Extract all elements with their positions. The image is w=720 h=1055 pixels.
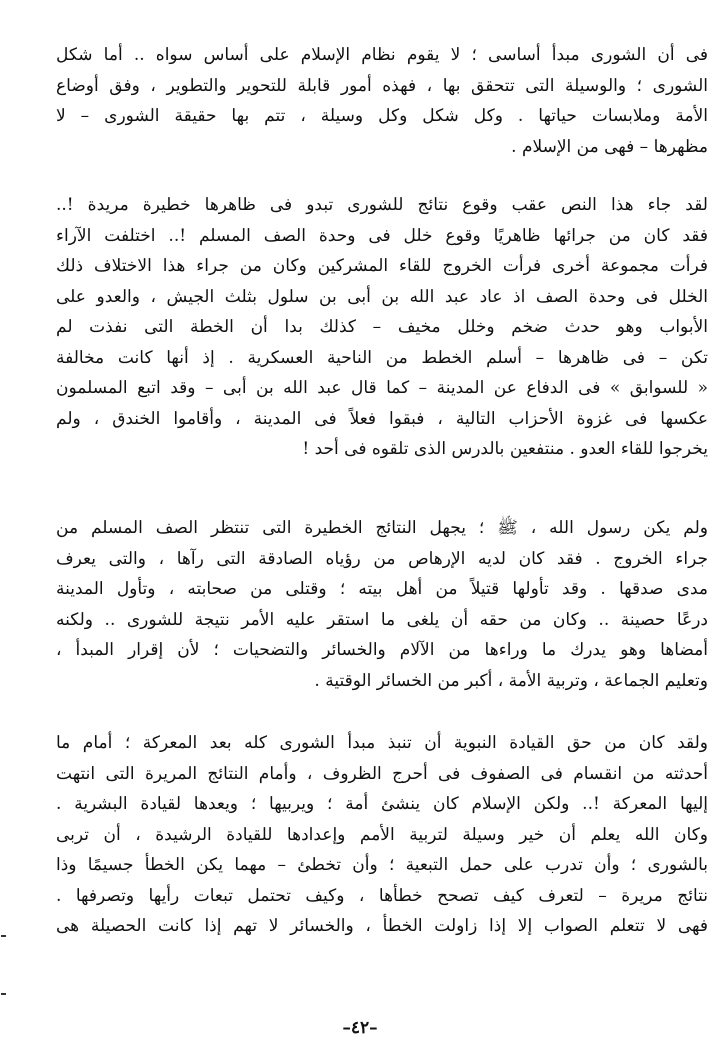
text-line: ولقد كان من حق القيادة النبوية أن تنبذ مبدأ الشورى كله بعد المعركة ؛ أمام ما [56, 733, 708, 753]
text-line: نتائج مريرة – لتعرف كيف تصحح خطأها ، وكيف تحتمل تبعات رأيها وتصرفها . [56, 885, 708, 906]
text-line: فهى لا تتعلم الصواب إلا إذا زاولت الخطأ ، والخسائر لا تهم إذا كانت الحصيلة هى [56, 916, 708, 936]
text-line: وتعليم الجماعة ، وتربية الأمة ، أكبر من الخسائر الوقتية . [314, 670, 708, 691]
text-line: بالشورى ؛ وأن تدرب على حمل التبعية ؛ وأن تخطئ – مهما يكن الخطأ جسيمًا وذا [56, 855, 708, 875]
text-line: أمضاها وهو يدرك ما وراءها من الآلام والخسائر والتضحيات ؛ لأن إقرار المبدأ ، [56, 640, 708, 660]
text-line: فقد كان من جرائها ظاهريًا وقوع خلل فى وحدة الصف المسلم !.. اختلفت الآراء [56, 225, 708, 246]
text-line: تكن – فى ظاهرها – أسلم الخطط من الناحية العسكرية . إذ أنها كانت مخالفة [56, 347, 708, 368]
paragraph-2 [56, 190, 708, 465]
margin-tick [1, 935, 6, 937]
text-line: فى أن الشورى مبدأ أساسى ؛ لا يقوم نظام الإسلام على أساس سواه .. أما شكل [56, 45, 708, 65]
text-line: جراء الخروج . فقد كان لديه الإرهاص من رؤياه الصادقة التى رآها ، والتى يعرف [56, 548, 708, 569]
text-line: « للسوابق » فى الدفاع عن المدينة – كما قال عبد الله بن أبى – وقد اتبع المسلمون [56, 378, 708, 398]
paragraph-3 [56, 513, 708, 696]
text-line: الأمة وملابسات حياتها . وكل شكل وكل وسيلة ، تتم بها حقيقة الشورى – لا [56, 106, 708, 126]
page-number: –٤٢– [342, 1018, 378, 1038]
margin-tick [1, 993, 6, 995]
text-line: الأبواب وهو حدث ضخم وخلل مخيف – كذلك بدا أن الخطة التى نفذت لم [56, 317, 708, 337]
text-line: ولم يكن رسول الله ، ﷺ ؛ يجهل النتائج الخطيرة التى تنتظر الصف المسلم من [56, 518, 708, 538]
text-line: أحدثته من انقسام فى الصفوف فى أحرج الظروف ، وأمام النتائج المريرة التى انتهت [56, 763, 708, 784]
text-line: مدى صدقها . وقد تأولها قتيلاً من أهل بيته ؛ وقتلى من صحابته ، وتأول المدينة [56, 579, 708, 599]
text-line: عكسها فى غزوة الأحزاب التالية ، فبقوا فعلاً فى المدينة ، وأقاموا الخندق ، ولم [56, 408, 708, 429]
text-line: وكان الله يعلم أن خير وسيلة لتربية الأمم وإعدادها للقيادة الرشيدة ، أن تربى [56, 824, 708, 845]
text-line: إليها المعركة !.. ولكن الإسلام كان ينشئ أمة ؛ ويربيها ؛ ويعدها لقيادة البشرية . [56, 794, 708, 814]
paragraph-4 [56, 728, 708, 942]
text-line: مظهرها – فهى من الإسلام . [511, 136, 708, 157]
text-line: درعًا حصينة .. وكان من حقه أن يلغى ما استقر عليه الأمر نتيجة للشورى .. ولكنه [56, 609, 708, 630]
text-line: الشورى ؛ والوسيلة التى تتحقق بها ، فهذه أمور قابلة للتحوير والتطوير ، وفق أوضاع [56, 75, 708, 96]
text-line: يخرجوا للقاء العدو . منتفعين بالدرس الذى تلقوه فى أحد ! [302, 439, 708, 459]
text-line: الخلل فى وحدة الصف اذ عاد عبد الله بن أبى بن سلول بثلث الجيش ، والعدو على [56, 286, 708, 307]
paragraph-1 [56, 40, 708, 162]
text-line: فرأت مجموعة أخرى فرأت الخروج للقاء المشركين وكان من جراء هذا الاختلاف ذلك [56, 256, 708, 276]
text-line: لقد جاء هذا النص عقب وقوع نتائج للشورى تبدو فى ظاهرها خطيرة مريدة !.. [56, 195, 708, 215]
